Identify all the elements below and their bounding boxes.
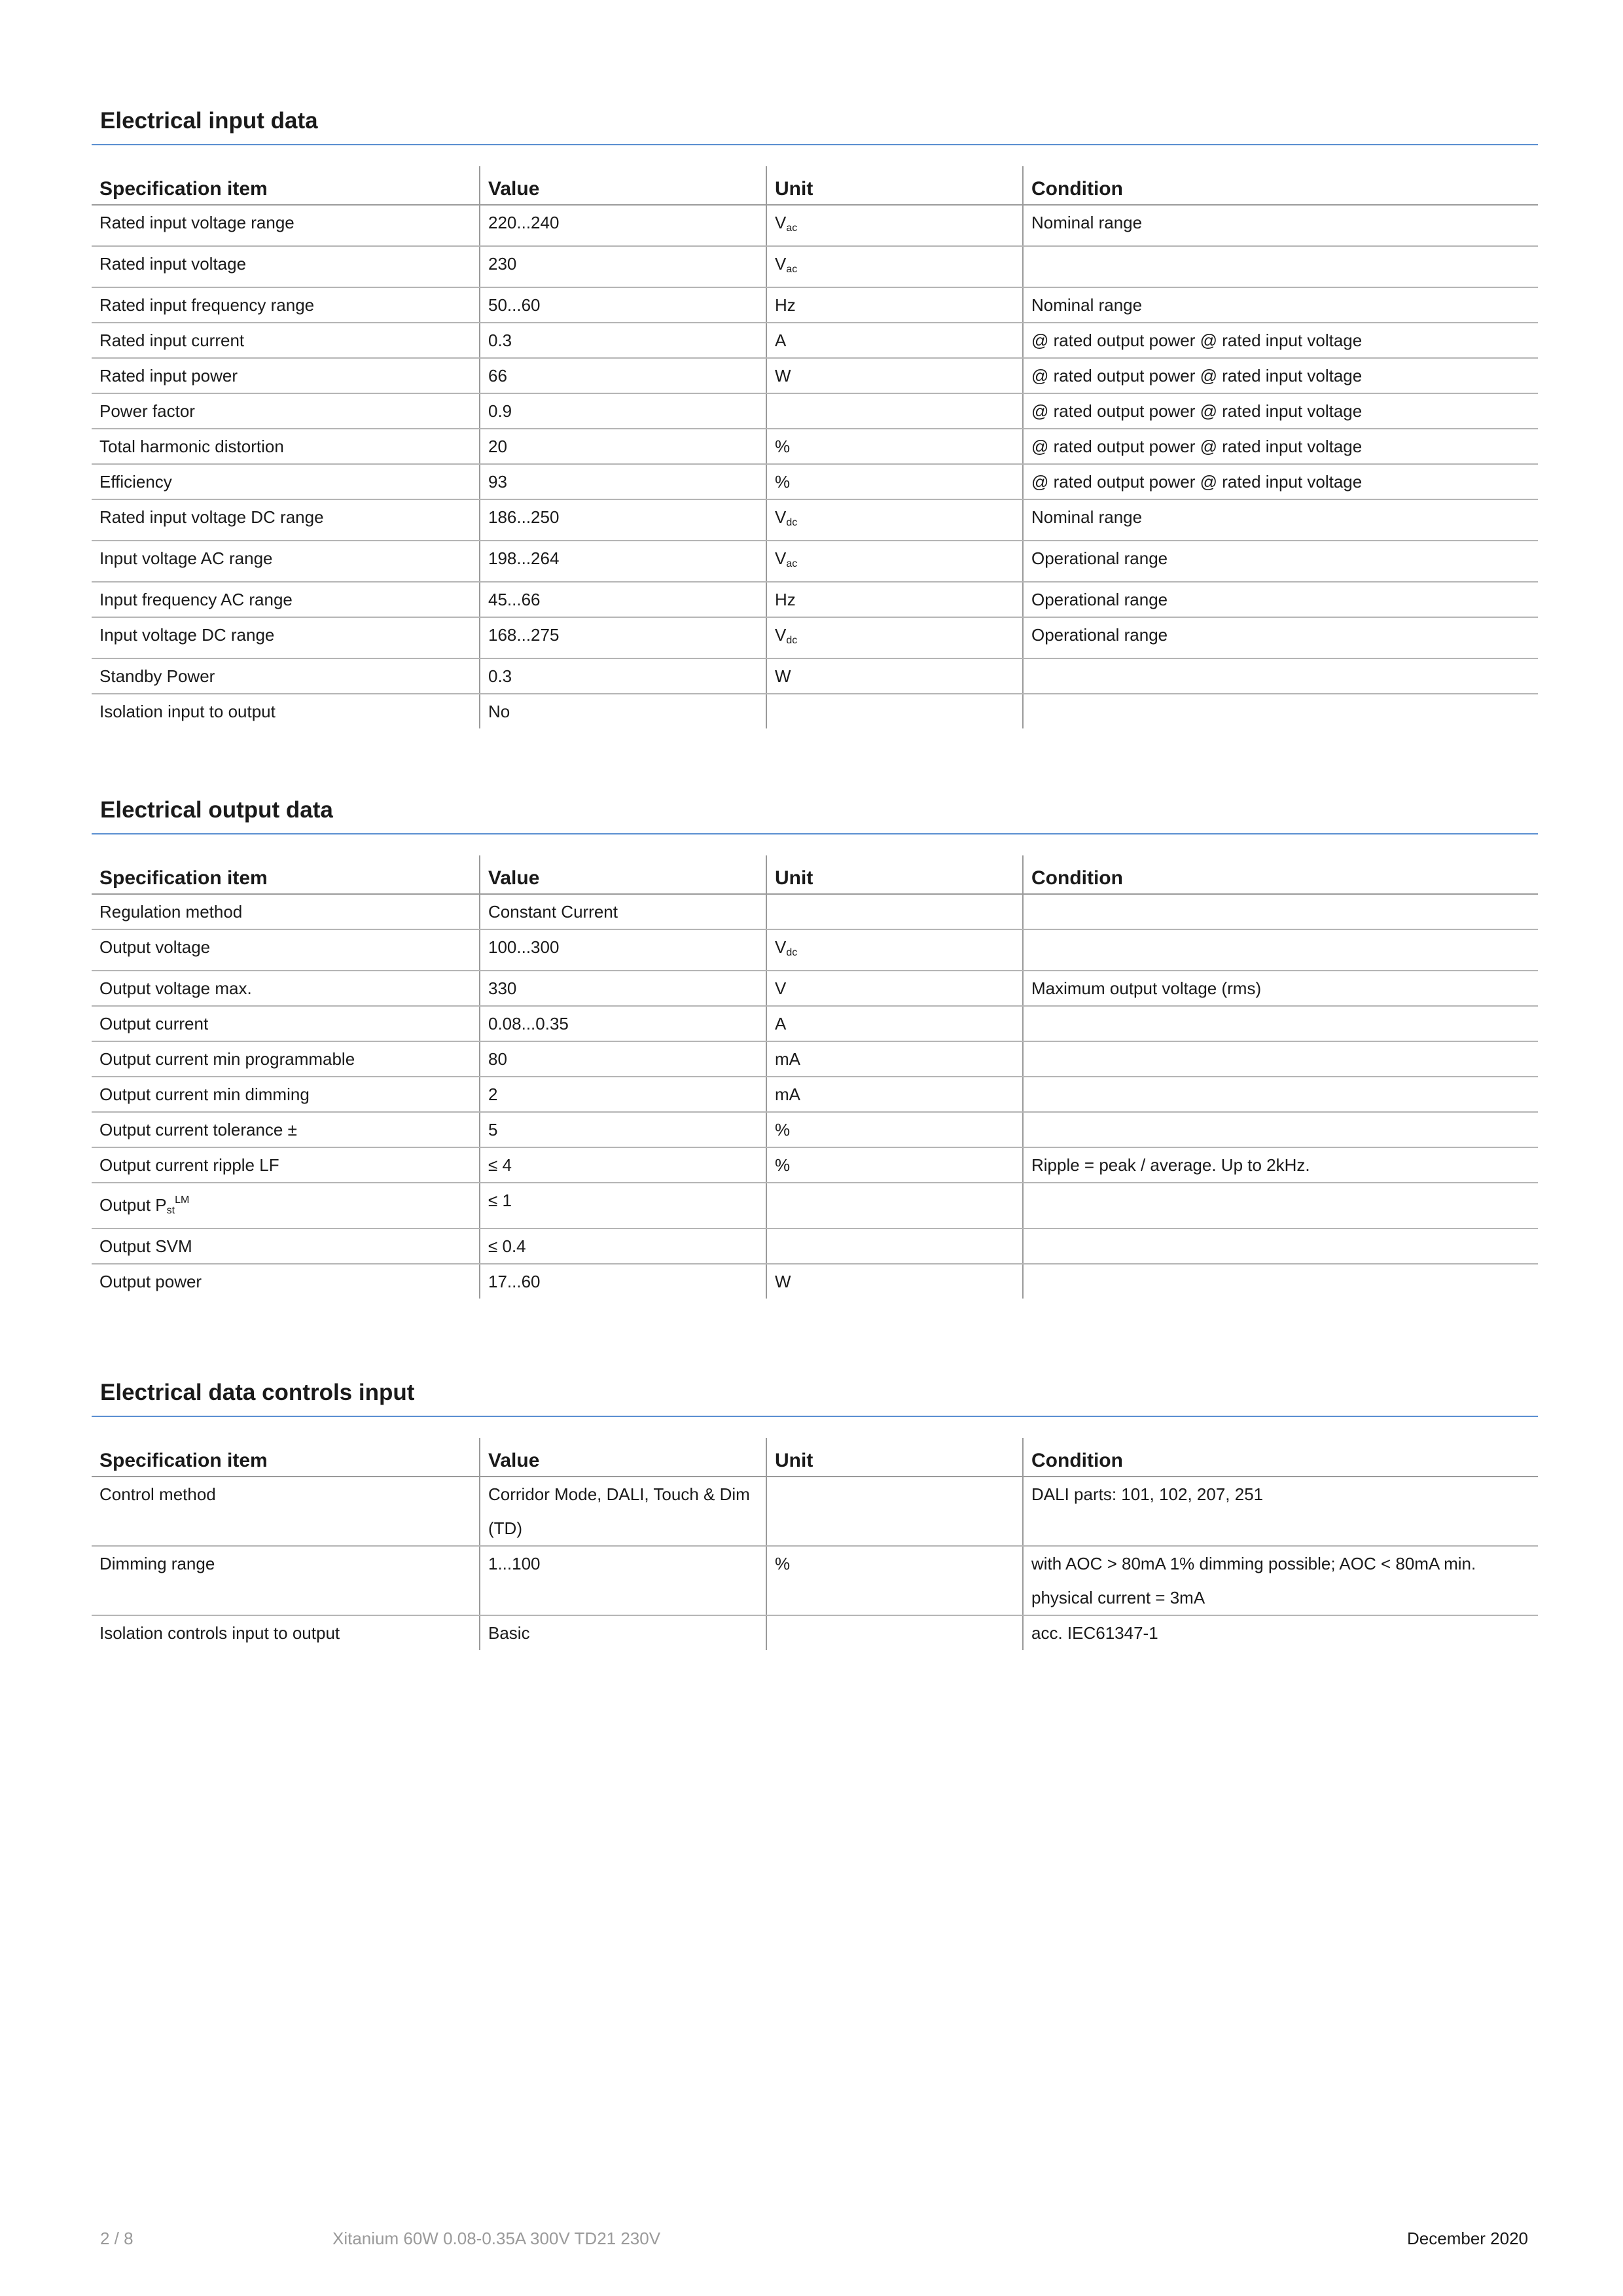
- cell-condition-text: DALI parts: 101, 102, 207, 251: [1031, 1484, 1264, 1504]
- cell-unit: [766, 1147, 1023, 1183]
- cell-unit: [766, 894, 1023, 929]
- cell-unit-text: V: [775, 254, 787, 274]
- cell-item-text: Dimming range: [99, 1554, 215, 1573]
- cell-value-text: No: [488, 702, 510, 721]
- cell-unit-text: W: [775, 1272, 791, 1291]
- cell-item: [92, 929, 480, 971]
- cell-condition: [1023, 1229, 1538, 1264]
- unit-subscript: dc: [786, 947, 798, 958]
- header-unit: Unit: [766, 855, 1023, 894]
- cell-value: [480, 1477, 766, 1546]
- item-superscript: LM: [175, 1194, 190, 1206]
- section-title: Electrical output data: [100, 797, 333, 823]
- cell-unit-text: mA: [775, 1049, 800, 1069]
- cell-value-text: 0.9: [488, 401, 512, 421]
- spec-table-input: [92, 166, 1538, 728]
- cell-unit: [766, 464, 1023, 499]
- cell-unit: [766, 1006, 1023, 1041]
- cell-condition: [1023, 287, 1538, 323]
- cell-unit-text: V: [775, 625, 787, 645]
- cell-item: [92, 658, 480, 694]
- cell-value-text: Constant Current: [488, 902, 618, 922]
- cell-value: [480, 499, 766, 541]
- cell-unit: [766, 358, 1023, 393]
- cell-value-text: Corridor Mode, DALI, Touch & Dim (TD): [488, 1484, 750, 1538]
- cell-condition: [1023, 971, 1538, 1006]
- cell-unit: [766, 287, 1023, 323]
- cell-condition: [1023, 617, 1538, 658]
- table-row: [92, 499, 1538, 541]
- cell-item-text: Output voltage: [99, 937, 211, 957]
- cell-value: [480, 971, 766, 1006]
- cell-unit: [766, 1546, 1023, 1615]
- section-title: Electrical input data: [100, 108, 318, 134]
- cell-item: [92, 1112, 480, 1147]
- section-electrical-input: [92, 105, 1538, 728]
- cell-item: [92, 971, 480, 1006]
- header-item: Specification item: [92, 855, 480, 894]
- spec-table-controls: [92, 1438, 1538, 1650]
- cell-condition: [1023, 929, 1538, 971]
- cell-unit-text: %: [775, 437, 791, 456]
- table-row: [92, 1077, 1538, 1112]
- cell-condition-text: Operational range: [1031, 590, 1168, 609]
- table-row: [92, 205, 1538, 246]
- cell-condition-text: @ rated output power @ rated input voltage: [1031, 331, 1363, 350]
- unit-subscript: ac: [786, 558, 798, 569]
- cell-value: [480, 464, 766, 499]
- cell-condition: [1023, 894, 1538, 929]
- cell-unit: [766, 694, 1023, 728]
- unit-subscript: dc: [786, 517, 798, 528]
- table-header-row: [92, 855, 1538, 894]
- cell-value-text: 5: [488, 1120, 498, 1139]
- cell-condition: [1023, 1615, 1538, 1650]
- cell-value: [480, 1546, 766, 1615]
- cell-value: [480, 658, 766, 694]
- cell-value-text: 0.3: [488, 331, 512, 350]
- cell-condition: [1023, 1546, 1538, 1615]
- table-row: [92, 929, 1538, 971]
- section-electrical-controls: [92, 1376, 1538, 1650]
- document-date: December 2020: [1407, 2229, 1528, 2248]
- cell-item-text: Output SVM: [99, 1236, 192, 1256]
- cell-item: [92, 499, 480, 541]
- cell-condition-text: acc. IEC61347-1: [1031, 1623, 1158, 1643]
- cell-unit-text: V: [775, 548, 787, 568]
- cell-condition: [1023, 393, 1538, 429]
- cell-condition-text: Nominal range: [1031, 295, 1143, 315]
- cell-condition: [1023, 429, 1538, 464]
- cell-item: [92, 287, 480, 323]
- header-condition: Condition: [1023, 855, 1538, 894]
- cell-item: [92, 393, 480, 429]
- cell-item: [92, 1041, 480, 1077]
- cell-value-text: 168...275: [488, 625, 560, 645]
- cell-item-text: Input voltage AC range: [99, 548, 273, 568]
- cell-item-text: Power factor: [99, 401, 195, 421]
- cell-condition: [1023, 1077, 1538, 1112]
- spec-table-output: [92, 855, 1538, 1299]
- table-row: [92, 894, 1538, 929]
- cell-value-text: 0.3: [488, 666, 512, 686]
- cell-condition: [1023, 205, 1538, 246]
- cell-unit: [766, 1229, 1023, 1264]
- cell-item-text: Output current tolerance ±: [99, 1120, 297, 1139]
- cell-value: [480, 894, 766, 929]
- product-name: Xitanium 60W 0.08-0.35A 300V TD21 230V: [332, 2229, 661, 2248]
- cell-value-text: 17...60: [488, 1272, 541, 1291]
- cell-unit: [766, 541, 1023, 582]
- table-row: [92, 1006, 1538, 1041]
- cell-condition: [1023, 499, 1538, 541]
- table-row: [92, 971, 1538, 1006]
- item-subscript: st: [166, 1205, 175, 1216]
- cell-unit-text: V: [775, 213, 787, 232]
- cell-item: [92, 617, 480, 658]
- cell-item: [92, 323, 480, 358]
- cell-condition: [1023, 246, 1538, 287]
- cell-unit: [766, 205, 1023, 246]
- cell-value: [480, 1615, 766, 1650]
- cell-condition-text: Ripple = peak / average. Up to 2kHz.: [1031, 1155, 1310, 1175]
- table-row: [92, 1183, 1538, 1229]
- cell-item-text: Output current ripple LF: [99, 1155, 279, 1175]
- cell-unit-text: %: [775, 1120, 791, 1139]
- cell-value-text: 80: [488, 1049, 507, 1069]
- cell-condition: [1023, 1147, 1538, 1183]
- cell-unit-text: %: [775, 472, 791, 492]
- cell-unit: [766, 1041, 1023, 1077]
- cell-condition: [1023, 323, 1538, 358]
- table-row: [92, 464, 1538, 499]
- cell-value-text: 186...250: [488, 507, 560, 527]
- table-row: [92, 1229, 1538, 1264]
- cell-value-text: ≤ 0.4: [488, 1236, 526, 1256]
- cell-condition-text: with AOC > 80mA 1% dimming possible; AOC < 80mA min. physical current = 3mA: [1031, 1554, 1476, 1607]
- cell-value: [480, 1183, 766, 1229]
- cell-value: [480, 929, 766, 971]
- cell-item: [92, 464, 480, 499]
- cell-item: [92, 541, 480, 582]
- cell-unit-text: Hz: [775, 295, 796, 315]
- cell-value-text: 50...60: [488, 295, 541, 315]
- unit-subscript: dc: [786, 635, 798, 646]
- cell-value: [480, 617, 766, 658]
- cell-value-text: 198...264: [488, 548, 560, 568]
- cell-item-text: Rated input frequency range: [99, 295, 315, 315]
- cell-item-text: Control method: [99, 1484, 216, 1504]
- cell-value: [480, 429, 766, 464]
- cell-value-text: 220...240: [488, 213, 560, 232]
- cell-unit-text: mA: [775, 1085, 800, 1104]
- cell-item-text: Input frequency AC range: [99, 590, 293, 609]
- cell-item: [92, 1477, 480, 1546]
- cell-item-text: Rated input voltage DC range: [99, 507, 324, 527]
- cell-item: [92, 358, 480, 393]
- cell-item-text: Output current min dimming: [99, 1085, 310, 1104]
- cell-value: [480, 1264, 766, 1299]
- cell-condition: [1023, 1264, 1538, 1299]
- cell-item-text: Isolation input to output: [99, 702, 276, 721]
- header-value: Value: [480, 166, 766, 205]
- cell-value-text: 2: [488, 1085, 498, 1104]
- cell-item-text: Rated input voltage: [99, 254, 247, 274]
- cell-item-text: Efficiency: [99, 472, 172, 492]
- table-row: [92, 1112, 1538, 1147]
- header-condition: Condition: [1023, 166, 1538, 205]
- cell-condition: [1023, 1006, 1538, 1041]
- section-electrical-output: [92, 794, 1538, 1299]
- table-row: [92, 541, 1538, 582]
- header-value: Value: [480, 855, 766, 894]
- cell-unit-text: Hz: [775, 590, 796, 609]
- cell-value-text: 330: [488, 978, 517, 998]
- cell-item: [92, 1615, 480, 1650]
- cell-unit: [766, 429, 1023, 464]
- cell-condition: [1023, 582, 1538, 617]
- cell-value-text: 45...66: [488, 590, 541, 609]
- table-row: [92, 1615, 1538, 1650]
- header-condition: Condition: [1023, 1438, 1538, 1477]
- table-header-row: [92, 1438, 1538, 1477]
- header-unit: Unit: [766, 166, 1023, 205]
- cell-unit: [766, 1264, 1023, 1299]
- cell-value: [480, 1229, 766, 1264]
- cell-value: [480, 541, 766, 582]
- section-divider: [92, 833, 1538, 834]
- cell-item: [92, 1077, 480, 1112]
- cell-item: [92, 246, 480, 287]
- table-row: [92, 1477, 1538, 1546]
- cell-item: [92, 205, 480, 246]
- cell-item-text: Output current min programmable: [99, 1049, 355, 1069]
- page-number: 2 / 8: [100, 2229, 134, 2248]
- cell-unit: [766, 658, 1023, 694]
- cell-item-text: Isolation controls input to output: [99, 1623, 340, 1643]
- cell-item: [92, 1183, 480, 1229]
- cell-condition-text: @ rated output power @ rated input voltage: [1031, 401, 1363, 421]
- cell-unit-text: %: [775, 1554, 791, 1573]
- cell-value: [480, 582, 766, 617]
- table-row: [92, 694, 1538, 728]
- table-row: [92, 1147, 1538, 1183]
- cell-value: [480, 358, 766, 393]
- cell-unit: [766, 582, 1023, 617]
- cell-value-text: 0.08...0.35: [488, 1014, 569, 1033]
- cell-value: [480, 1077, 766, 1112]
- table-row: [92, 658, 1538, 694]
- cell-item-text: Output voltage max.: [99, 978, 252, 998]
- cell-value: [480, 246, 766, 287]
- cell-value-text: 100...300: [488, 937, 560, 957]
- cell-value-text: 230: [488, 254, 517, 274]
- unit-subscript: ac: [786, 223, 798, 234]
- unit-subscript: ac: [786, 264, 798, 275]
- cell-condition: [1023, 464, 1538, 499]
- cell-value-text: 20: [488, 437, 507, 456]
- cell-item-text: Standby Power: [99, 666, 215, 686]
- cell-item: [92, 582, 480, 617]
- table-row: [92, 246, 1538, 287]
- table-row: [92, 617, 1538, 658]
- cell-condition: [1023, 1183, 1538, 1229]
- cell-unit-text: V: [775, 978, 787, 998]
- cell-condition: [1023, 1041, 1538, 1077]
- cell-condition-text: Nominal range: [1031, 213, 1143, 232]
- cell-item-text: Rated input power: [99, 366, 238, 386]
- cell-unit-text: %: [775, 1155, 791, 1175]
- cell-condition: [1023, 658, 1538, 694]
- cell-value: [480, 323, 766, 358]
- cell-value: [480, 1041, 766, 1077]
- cell-unit-text: W: [775, 666, 791, 686]
- cell-value-text: 66: [488, 366, 507, 386]
- cell-value: [480, 1006, 766, 1041]
- cell-condition-text: Operational range: [1031, 548, 1168, 568]
- cell-unit: [766, 1112, 1023, 1147]
- cell-value-text: ≤ 1: [488, 1191, 512, 1210]
- cell-unit-text: W: [775, 366, 791, 386]
- table-row: [92, 1546, 1538, 1615]
- cell-condition: [1023, 694, 1538, 728]
- cell-condition-text: Maximum output voltage (rms): [1031, 978, 1262, 998]
- cell-value: [480, 205, 766, 246]
- cell-value-text: ≤ 4: [488, 1155, 512, 1175]
- cell-unit-text: A: [775, 1014, 787, 1033]
- header-value: Value: [480, 1438, 766, 1477]
- cell-value: [480, 1147, 766, 1183]
- cell-unit: [766, 617, 1023, 658]
- cell-unit: [766, 1077, 1023, 1112]
- table-row: [92, 393, 1538, 429]
- cell-item-text: Output P: [99, 1195, 167, 1215]
- cell-unit: [766, 393, 1023, 429]
- cell-item: [92, 1264, 480, 1299]
- table-row: [92, 1041, 1538, 1077]
- table-header-row: [92, 166, 1538, 205]
- cell-item-text: Total harmonic distortion: [99, 437, 284, 456]
- cell-value-text: Basic: [488, 1623, 530, 1643]
- cell-unit-text: V: [775, 507, 787, 527]
- cell-condition-text: @ rated output power @ rated input voltage: [1031, 472, 1363, 492]
- table-row: [92, 358, 1538, 393]
- cell-item-text: Output current: [99, 1014, 209, 1033]
- table-row: [92, 582, 1538, 617]
- cell-item: [92, 429, 480, 464]
- cell-condition: [1023, 358, 1538, 393]
- table-row: [92, 323, 1538, 358]
- cell-condition: [1023, 1477, 1538, 1546]
- cell-item-text: Rated input current: [99, 331, 245, 350]
- cell-condition: [1023, 541, 1538, 582]
- cell-unit-text: A: [775, 331, 787, 350]
- cell-unit: [766, 1477, 1023, 1546]
- cell-unit: [766, 929, 1023, 971]
- cell-value: [480, 287, 766, 323]
- cell-item-text: Output power: [99, 1272, 202, 1291]
- cell-unit: [766, 971, 1023, 1006]
- cell-unit: [766, 246, 1023, 287]
- cell-item: [92, 1006, 480, 1041]
- section-divider: [92, 1416, 1538, 1417]
- table-row: [92, 429, 1538, 464]
- cell-unit: [766, 499, 1023, 541]
- cell-value: [480, 694, 766, 728]
- cell-unit-text: V: [775, 937, 787, 957]
- cell-condition: [1023, 1112, 1538, 1147]
- section-divider: [92, 144, 1538, 145]
- cell-value-text: 93: [488, 472, 507, 492]
- cell-item-text: Rated input voltage range: [99, 213, 294, 232]
- cell-unit: [766, 1615, 1023, 1650]
- cell-item: [92, 694, 480, 728]
- header-unit: Unit: [766, 1438, 1023, 1477]
- cell-unit: [766, 1183, 1023, 1229]
- cell-item: [92, 1147, 480, 1183]
- cell-condition-text: Nominal range: [1031, 507, 1143, 527]
- cell-value: [480, 1112, 766, 1147]
- cell-condition-text: @ rated output power @ rated input voltage: [1031, 366, 1363, 386]
- cell-value-text: 1...100: [488, 1554, 541, 1573]
- cell-item: [92, 894, 480, 929]
- table-row: [92, 287, 1538, 323]
- table-row: [92, 1264, 1538, 1299]
- cell-condition-text: @ rated output power @ rated input voltage: [1031, 437, 1363, 456]
- header-item: Specification item: [92, 1438, 480, 1477]
- cell-item-text: Regulation method: [99, 902, 243, 922]
- header-item: Specification item: [92, 166, 480, 205]
- cell-unit: [766, 323, 1023, 358]
- cell-item: [92, 1229, 480, 1264]
- cell-value: [480, 393, 766, 429]
- cell-item: [92, 1546, 480, 1615]
- cell-item-text: Input voltage DC range: [99, 625, 275, 645]
- cell-condition-text: Operational range: [1031, 625, 1168, 645]
- section-title: Electrical data controls input: [100, 1380, 415, 1405]
